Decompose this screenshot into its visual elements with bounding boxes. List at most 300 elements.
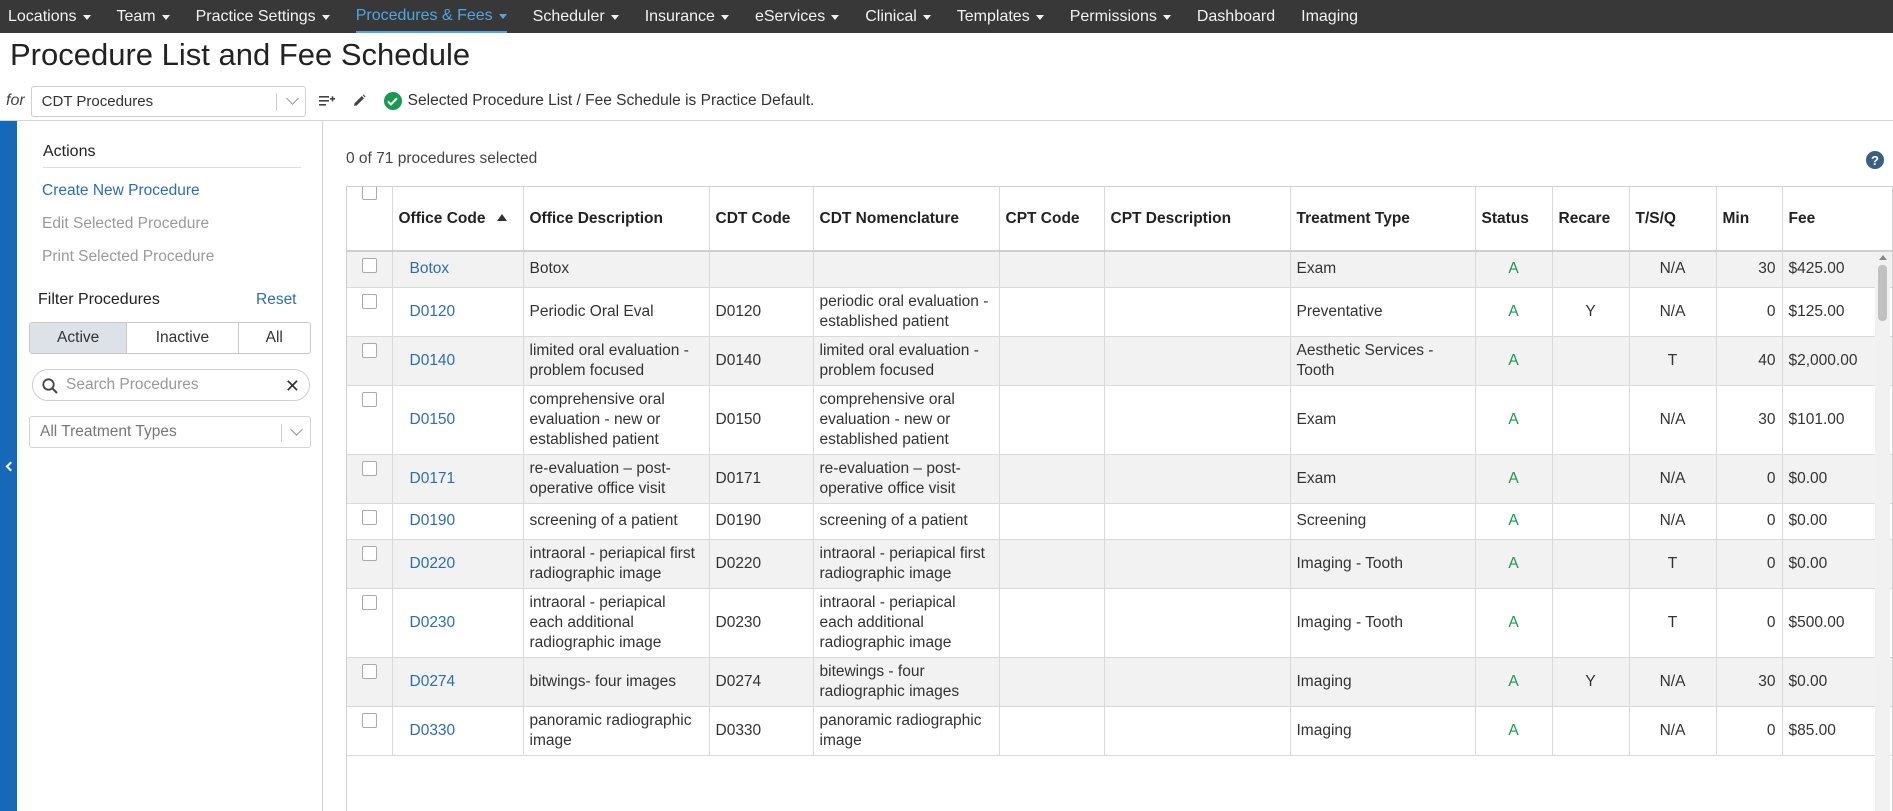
cell-treatment-type xyxy=(1290,454,1475,503)
cell-fee-text: $0.00 xyxy=(1788,512,1828,529)
cell-treatment-type xyxy=(1290,657,1475,706)
cell-cdt-code-text: D0150 xyxy=(715,410,762,428)
filter-all-button[interactable]: All xyxy=(265,329,283,346)
nav-item-label: Imaging xyxy=(1301,7,1359,25)
cell-cdt-nomenclature xyxy=(813,287,999,336)
cell-cdt-nomenclature xyxy=(813,503,999,539)
cell-cdt-nomenclature-text: intraoral - periapical first radiographic image xyxy=(819,544,985,582)
cell-cdt-nomenclature xyxy=(813,706,999,755)
col-tsq[interactable]: T/S/Q xyxy=(1629,187,1716,251)
nav-item-label: Permissions xyxy=(1069,7,1157,25)
nav-scheduler[interactable] xyxy=(533,0,619,33)
cell-treatment-type xyxy=(1290,287,1475,336)
cell-tsq xyxy=(1629,287,1716,336)
cell-tsq-text: N/A xyxy=(1659,512,1686,529)
cell-cdt-code-text: D0230 xyxy=(715,613,762,631)
selection-count: 0 of 71 procedures selected xyxy=(346,150,538,167)
cell-fee-text: $2,000.00 xyxy=(1788,351,1858,369)
practice-default-status xyxy=(384,92,815,110)
col-cpt-description[interactable]: CPT Description xyxy=(1104,187,1290,251)
cell-cpt-description xyxy=(1104,385,1290,454)
table-row[interactable] xyxy=(347,539,1893,588)
cell-tsq xyxy=(1629,336,1716,385)
row-select-cell xyxy=(347,385,392,454)
cell-cdt-nomenclature xyxy=(813,539,999,588)
office-code-link[interactable]: Botox xyxy=(409,260,450,278)
list-add-icon[interactable] xyxy=(316,90,338,112)
office-code-link[interactable]: D0230 xyxy=(409,613,456,631)
row-select-cell xyxy=(347,539,392,588)
cell-recare xyxy=(1552,385,1629,454)
actions-divider xyxy=(43,167,301,168)
table-row[interactable] xyxy=(347,588,1893,657)
cell-status xyxy=(1475,503,1552,539)
cell-cdt-code xyxy=(709,336,813,385)
cell-cpt-description xyxy=(1104,539,1290,588)
cell-office-description xyxy=(523,336,709,385)
cell-cpt-code xyxy=(999,706,1104,755)
row-select-cell xyxy=(347,657,392,706)
cell-tsq xyxy=(1629,657,1716,706)
cell-cdt-nomenclature xyxy=(813,588,999,657)
cell-office-description xyxy=(523,706,709,755)
caret-down-icon xyxy=(499,14,507,19)
cell-recare xyxy=(1552,657,1629,706)
cell-office-code xyxy=(392,385,523,454)
cell-status xyxy=(1475,588,1552,657)
nav-item-label: Insurance xyxy=(644,7,715,25)
row-checkbox[interactable] xyxy=(362,546,377,561)
sort-ascending-icon xyxy=(497,214,507,221)
cell-treatment-type xyxy=(1290,588,1475,657)
nav-item-label: Scheduler xyxy=(532,7,605,25)
nav-locations[interactable] xyxy=(8,0,91,33)
caret-down-icon xyxy=(1036,15,1044,20)
office-code-link[interactable]: D0171 xyxy=(409,469,456,487)
cell-recare xyxy=(1552,336,1629,385)
search-icon xyxy=(42,378,58,399)
cell-cdt-nomenclature-text: comprehensive oral evaluation - new or established patient xyxy=(819,390,955,448)
table-row[interactable] xyxy=(347,657,1893,706)
office-code-link[interactable]: D0140 xyxy=(409,351,456,369)
cell-tsq xyxy=(1629,454,1716,503)
col-status[interactable]: Status xyxy=(1475,187,1552,251)
row-checkbox[interactable] xyxy=(362,343,377,358)
table-scrollbar[interactable] xyxy=(1875,253,1890,811)
cell-recare xyxy=(1552,287,1629,336)
col-treatment-type[interactable]: Treatment Type xyxy=(1290,187,1475,251)
cell-recare-text: Y xyxy=(1585,302,1596,320)
table-row[interactable] xyxy=(347,503,1893,539)
cell-cpt-description xyxy=(1104,454,1290,503)
col-cpt-code[interactable]: CPT Code xyxy=(999,187,1104,251)
reset-filters-link[interactable]: Reset xyxy=(256,291,297,308)
cell-treatment-type xyxy=(1290,539,1475,588)
cell-status-text: A xyxy=(1508,512,1519,529)
nav-item-label: Team xyxy=(116,7,156,25)
nav-item-label: eServices xyxy=(754,7,826,25)
cell-min-text: 40 xyxy=(1758,351,1776,369)
top-nav xyxy=(0,0,1893,33)
cell-status xyxy=(1475,454,1552,503)
cell-min xyxy=(1716,385,1782,454)
cell-cdt-code xyxy=(709,454,813,503)
cell-fee-text: $125.00 xyxy=(1788,302,1845,320)
col-cdt-code[interactable]: CDT Code xyxy=(709,187,813,251)
cell-min-text: 0 xyxy=(1766,613,1776,631)
cell-tsq-text: N/A xyxy=(1659,302,1686,320)
cell-treatment-type xyxy=(1290,503,1475,539)
cell-cpt-description xyxy=(1104,657,1290,706)
procedure-list-toolbar xyxy=(0,85,1893,117)
cell-office-description-text: panoramic radiographic image xyxy=(529,711,692,749)
cell-office-code xyxy=(392,503,523,539)
cell-treatment-type-text: Preventative xyxy=(1296,302,1383,320)
search-procedures-input[interactable] xyxy=(32,369,310,401)
col-office-code[interactable]: Office Code xyxy=(392,187,523,251)
nav-dashboard[interactable] xyxy=(1197,0,1275,33)
cell-recare xyxy=(1552,251,1629,287)
page-title: Procedure List and Fee Schedule xyxy=(10,37,471,72)
cell-cdt-code xyxy=(709,588,813,657)
cell-min xyxy=(1716,503,1782,539)
nav-team[interactable] xyxy=(117,0,170,33)
cell-cdt-code xyxy=(709,706,813,755)
nav-item-label: Practice Settings xyxy=(195,7,316,25)
cell-status xyxy=(1475,657,1552,706)
cell-office-description-text: bitwings- four images xyxy=(529,672,676,690)
row-checkbox[interactable] xyxy=(362,510,377,525)
cell-min-text: 0 xyxy=(1766,554,1776,572)
nav-clinical[interactable] xyxy=(865,0,931,33)
cell-cdt-code xyxy=(709,657,813,706)
cell-tsq-text: T xyxy=(1667,613,1678,631)
treatment-type-select-value: All Treatment Types xyxy=(40,423,177,440)
cell-office-code xyxy=(392,539,523,588)
cell-tsq-text: N/A xyxy=(1659,260,1686,278)
cell-cpt-code xyxy=(999,454,1104,503)
nav-item-label: Locations xyxy=(8,7,77,25)
cell-cdt-nomenclature-text: re-evaluation – post-operative office visit xyxy=(819,459,961,497)
cell-office-description-text: re-evaluation – post-operative office visit xyxy=(529,459,671,497)
nav-item-label: Clinical xyxy=(865,7,917,25)
col-min[interactable]: Min xyxy=(1716,187,1782,251)
nav-procedures-fees[interactable] xyxy=(356,0,507,33)
chevron-down-icon xyxy=(286,92,299,105)
office-code-link[interactable]: D0120 xyxy=(409,302,456,320)
scrollbar-thumb[interactable] xyxy=(1878,265,1887,321)
nav-eservices[interactable] xyxy=(755,0,839,33)
table-row[interactable] xyxy=(347,251,1893,287)
cell-min xyxy=(1716,251,1782,287)
cell-cdt-nomenclature-text: intraoral - periapical each additional radiographic image xyxy=(819,593,956,651)
cell-cdt-nomenclature-text: screening of a patient xyxy=(819,512,968,529)
pencil-edit-icon[interactable] xyxy=(348,90,370,112)
cell-cdt-code-text: D0171 xyxy=(715,469,762,487)
cell-fee-text: $0.00 xyxy=(1788,672,1828,690)
procedure-list-select-value: CDT Procedures xyxy=(41,92,154,110)
cell-recare xyxy=(1552,588,1629,657)
cell-office-code xyxy=(392,336,523,385)
cell-status xyxy=(1475,385,1552,454)
cell-fee-text: $85.00 xyxy=(1788,721,1836,739)
cell-cpt-code xyxy=(999,287,1104,336)
cell-status xyxy=(1475,287,1552,336)
cell-cpt-description xyxy=(1104,706,1290,755)
cell-cdt-nomenclature-text: limited oral evaluation - problem focused xyxy=(819,341,979,379)
cell-fee-text: $425.00 xyxy=(1788,260,1845,278)
cell-cpt-description xyxy=(1104,287,1290,336)
for-label: for xyxy=(6,92,25,109)
office-code-link[interactable]: D0150 xyxy=(409,410,456,428)
cell-office-code xyxy=(392,588,523,657)
scroll-up-icon[interactable] xyxy=(1879,255,1887,260)
cell-cdt-code-text: D0140 xyxy=(715,351,762,369)
cell-min-text: 30 xyxy=(1758,260,1776,278)
filter-procedures-heading: Filter Procedures xyxy=(38,291,160,308)
caret-down-icon xyxy=(1163,15,1171,20)
col-cdt-nomenclature[interactable]: CDT Nomenclature xyxy=(813,187,999,251)
cell-min-text: 30 xyxy=(1758,410,1776,428)
cell-tsq-text: N/A xyxy=(1659,469,1686,487)
cell-tsq xyxy=(1629,503,1716,539)
cell-cpt-code xyxy=(999,251,1104,287)
table-row[interactable] xyxy=(347,287,1893,336)
caret-down-icon xyxy=(322,15,330,20)
cell-cdt-nomenclature xyxy=(813,657,999,706)
cell-cdt-code-text: D0120 xyxy=(715,302,762,320)
cell-cpt-code xyxy=(999,539,1104,588)
cell-office-description xyxy=(523,454,709,503)
cell-min-text: 0 xyxy=(1766,721,1776,739)
cell-min xyxy=(1716,287,1782,336)
procedures-table xyxy=(347,187,1893,756)
chevron-left-icon xyxy=(5,461,15,471)
nav-item-label: Templates xyxy=(956,7,1030,25)
cell-cdt-nomenclature xyxy=(813,251,999,287)
cell-tsq-text: T xyxy=(1667,554,1678,572)
cell-cpt-description xyxy=(1104,588,1290,657)
row-select-cell xyxy=(347,588,392,657)
select-all-cell xyxy=(347,187,392,251)
status-filter-segmented xyxy=(29,322,311,354)
nav-insurance[interactable] xyxy=(645,0,729,33)
cell-status-text: A xyxy=(1508,554,1519,572)
cell-status xyxy=(1475,251,1552,287)
cell-cdt-code xyxy=(709,539,813,588)
cell-status xyxy=(1475,539,1552,588)
cell-status-text: A xyxy=(1508,410,1519,428)
cell-office-description xyxy=(523,657,709,706)
cell-office-code xyxy=(392,657,523,706)
cell-status-text: A xyxy=(1508,260,1519,278)
cell-recare xyxy=(1552,539,1629,588)
cell-treatment-type-text: Exam xyxy=(1296,410,1337,428)
procedure-list-select[interactable] xyxy=(31,86,306,117)
create-new-procedure-link[interactable]: Create New Procedure xyxy=(42,182,200,199)
cell-recare-text: Y xyxy=(1585,672,1596,690)
cell-cdt-code-text: D0220 xyxy=(715,554,762,572)
cell-cpt-code xyxy=(999,503,1104,539)
nav-practice-settings[interactable] xyxy=(196,0,330,33)
row-checkbox[interactable] xyxy=(362,713,377,728)
col-office-description[interactable]: Office Description xyxy=(523,187,709,251)
row-checkbox[interactable] xyxy=(362,294,377,309)
table-row[interactable] xyxy=(347,706,1893,755)
cell-cpt-description xyxy=(1104,336,1290,385)
cell-min xyxy=(1716,539,1782,588)
cell-status-text: A xyxy=(1508,613,1519,631)
chevron-down-icon xyxy=(290,423,303,436)
check-circle-icon xyxy=(384,92,402,110)
cell-fee-text: $0.00 xyxy=(1788,554,1828,572)
cell-cdt-nomenclature-text: panoramic radiographic image xyxy=(819,711,982,749)
cell-treatment-type xyxy=(1290,336,1475,385)
cell-cpt-code xyxy=(999,588,1104,657)
practice-default-message: Selected Procedure List / Fee Schedule is Practice Default. xyxy=(407,92,815,109)
cell-tsq xyxy=(1629,588,1716,657)
search-placeholder: Search Procedures xyxy=(66,376,199,393)
cell-office-description-text: intraoral - periapical first radiographic image xyxy=(529,544,695,582)
nav-item-label: Procedures & Fees xyxy=(355,6,493,24)
cell-cdt-code xyxy=(709,287,813,336)
cell-cpt-code xyxy=(999,657,1104,706)
cell-office-description xyxy=(523,588,709,657)
treatment-type-select[interactable] xyxy=(29,416,311,448)
nav-permissions[interactable] xyxy=(1070,0,1171,33)
caret-down-icon xyxy=(923,15,931,20)
table-header-row xyxy=(347,187,1893,251)
cell-tsq-text: T xyxy=(1667,351,1678,369)
cell-cpt-code xyxy=(999,385,1104,454)
nav-templates[interactable] xyxy=(957,0,1044,33)
cell-tsq-text: N/A xyxy=(1659,410,1686,428)
nav-imaging[interactable] xyxy=(1301,0,1358,33)
cell-tsq-text: N/A xyxy=(1659,721,1686,739)
cell-status-text: A xyxy=(1508,721,1519,739)
cell-tsq xyxy=(1629,706,1716,755)
cell-office-description xyxy=(523,287,709,336)
sidebar-collapse-toggle[interactable] xyxy=(0,121,17,811)
cell-recare xyxy=(1552,454,1629,503)
cell-treatment-type-text: Imaging - Tooth xyxy=(1296,554,1404,572)
cell-status xyxy=(1475,706,1552,755)
cell-office-code xyxy=(392,251,523,287)
cell-office-description-text: intraoral - periapical each additional radiographic image xyxy=(529,593,666,651)
row-select-cell xyxy=(347,287,392,336)
office-code-link[interactable]: D0190 xyxy=(409,512,456,529)
cell-min-text: 0 xyxy=(1766,469,1776,487)
table-row[interactable] xyxy=(347,454,1893,503)
cell-tsq xyxy=(1629,539,1716,588)
cell-treatment-type xyxy=(1290,706,1475,755)
cell-cpt-description xyxy=(1104,503,1290,539)
row-checkbox[interactable] xyxy=(362,461,377,476)
caret-down-icon xyxy=(831,15,839,20)
cell-status-text: A xyxy=(1508,351,1519,369)
cell-treatment-type xyxy=(1290,385,1475,454)
cell-status-text: A xyxy=(1508,469,1519,487)
office-code-link[interactable]: D0274 xyxy=(409,672,456,690)
cell-min xyxy=(1716,336,1782,385)
filter-active-button[interactable]: Active xyxy=(30,323,127,353)
cell-min-text: 0 xyxy=(1766,512,1776,529)
clear-search-icon[interactable]: ✕ xyxy=(284,376,300,396)
cell-treatment-type-text: Exam xyxy=(1296,260,1337,278)
cell-treatment-type-text: Imaging xyxy=(1296,721,1352,739)
cell-status-text: A xyxy=(1508,672,1519,690)
row-checkbox[interactable] xyxy=(362,664,377,679)
cell-min xyxy=(1716,706,1782,755)
cell-tsq xyxy=(1629,385,1716,454)
edit-selected-procedure-link: Edit Selected Procedure xyxy=(42,215,210,232)
cell-min xyxy=(1716,588,1782,657)
col-fee[interactable]: Fee xyxy=(1782,187,1893,251)
cell-status-text: A xyxy=(1508,302,1519,320)
sidebar xyxy=(17,121,323,811)
cell-office-code xyxy=(392,706,523,755)
cell-recare xyxy=(1552,706,1629,755)
cell-cdt-code xyxy=(709,385,813,454)
filter-inactive-button[interactable]: Inactive xyxy=(127,323,238,353)
print-selected-procedure-link: Print Selected Procedure xyxy=(42,248,215,265)
office-code-link[interactable]: D0220 xyxy=(409,554,456,572)
caret-down-icon xyxy=(721,15,729,20)
cell-office-description-text: Botox xyxy=(529,260,570,278)
cell-cdt-nomenclature xyxy=(813,336,999,385)
cell-cdt-code-text: D0190 xyxy=(715,512,762,529)
cell-cdt-nomenclature xyxy=(813,385,999,454)
row-checkbox[interactable] xyxy=(362,258,377,273)
caret-down-icon xyxy=(162,15,170,20)
actions-heading: Actions xyxy=(43,143,96,160)
cell-office-description-text: Periodic Oral Eval xyxy=(529,302,654,320)
table-row[interactable] xyxy=(347,385,1893,454)
cell-fee-text: $500.00 xyxy=(1788,613,1845,631)
cell-cdt-code xyxy=(709,503,813,539)
cell-treatment-type-text: Imaging xyxy=(1296,672,1352,690)
select-separator xyxy=(276,93,277,111)
cell-cdt-nomenclature xyxy=(813,454,999,503)
cell-fee-text: $0.00 xyxy=(1788,469,1828,487)
cell-cdt-nomenclature-text: bitewings - four radiographic images xyxy=(819,662,960,700)
row-select-cell xyxy=(347,503,392,539)
cell-min-text: 30 xyxy=(1758,672,1776,690)
row-checkbox[interactable] xyxy=(362,392,377,407)
cell-tsq xyxy=(1629,251,1716,287)
cell-treatment-type-text: Aesthetic Services - Tooth xyxy=(1296,341,1434,379)
caret-down-icon xyxy=(611,15,619,20)
cell-cdt-code xyxy=(709,251,813,287)
row-checkbox[interactable] xyxy=(362,595,377,610)
cell-min-text: 0 xyxy=(1766,302,1776,320)
table-row[interactable] xyxy=(347,336,1893,385)
cell-treatment-type xyxy=(1290,251,1475,287)
cell-status xyxy=(1475,336,1552,385)
help-icon[interactable]: ? xyxy=(1866,151,1884,169)
office-code-link[interactable]: D0330 xyxy=(409,721,456,739)
row-select-cell xyxy=(347,336,392,385)
cell-office-code xyxy=(392,454,523,503)
cell-cdt-nomenclature-text: periodic oral evaluation - established patient xyxy=(819,292,989,330)
col-recare[interactable]: Recare xyxy=(1552,187,1629,251)
select-all-checkbox[interactable] xyxy=(362,186,377,200)
cell-cdt-code-text: D0330 xyxy=(715,721,762,739)
caret-down-icon xyxy=(83,15,91,20)
row-select-cell xyxy=(347,706,392,755)
cell-cpt-description xyxy=(1104,251,1290,287)
select-separator xyxy=(281,424,282,442)
